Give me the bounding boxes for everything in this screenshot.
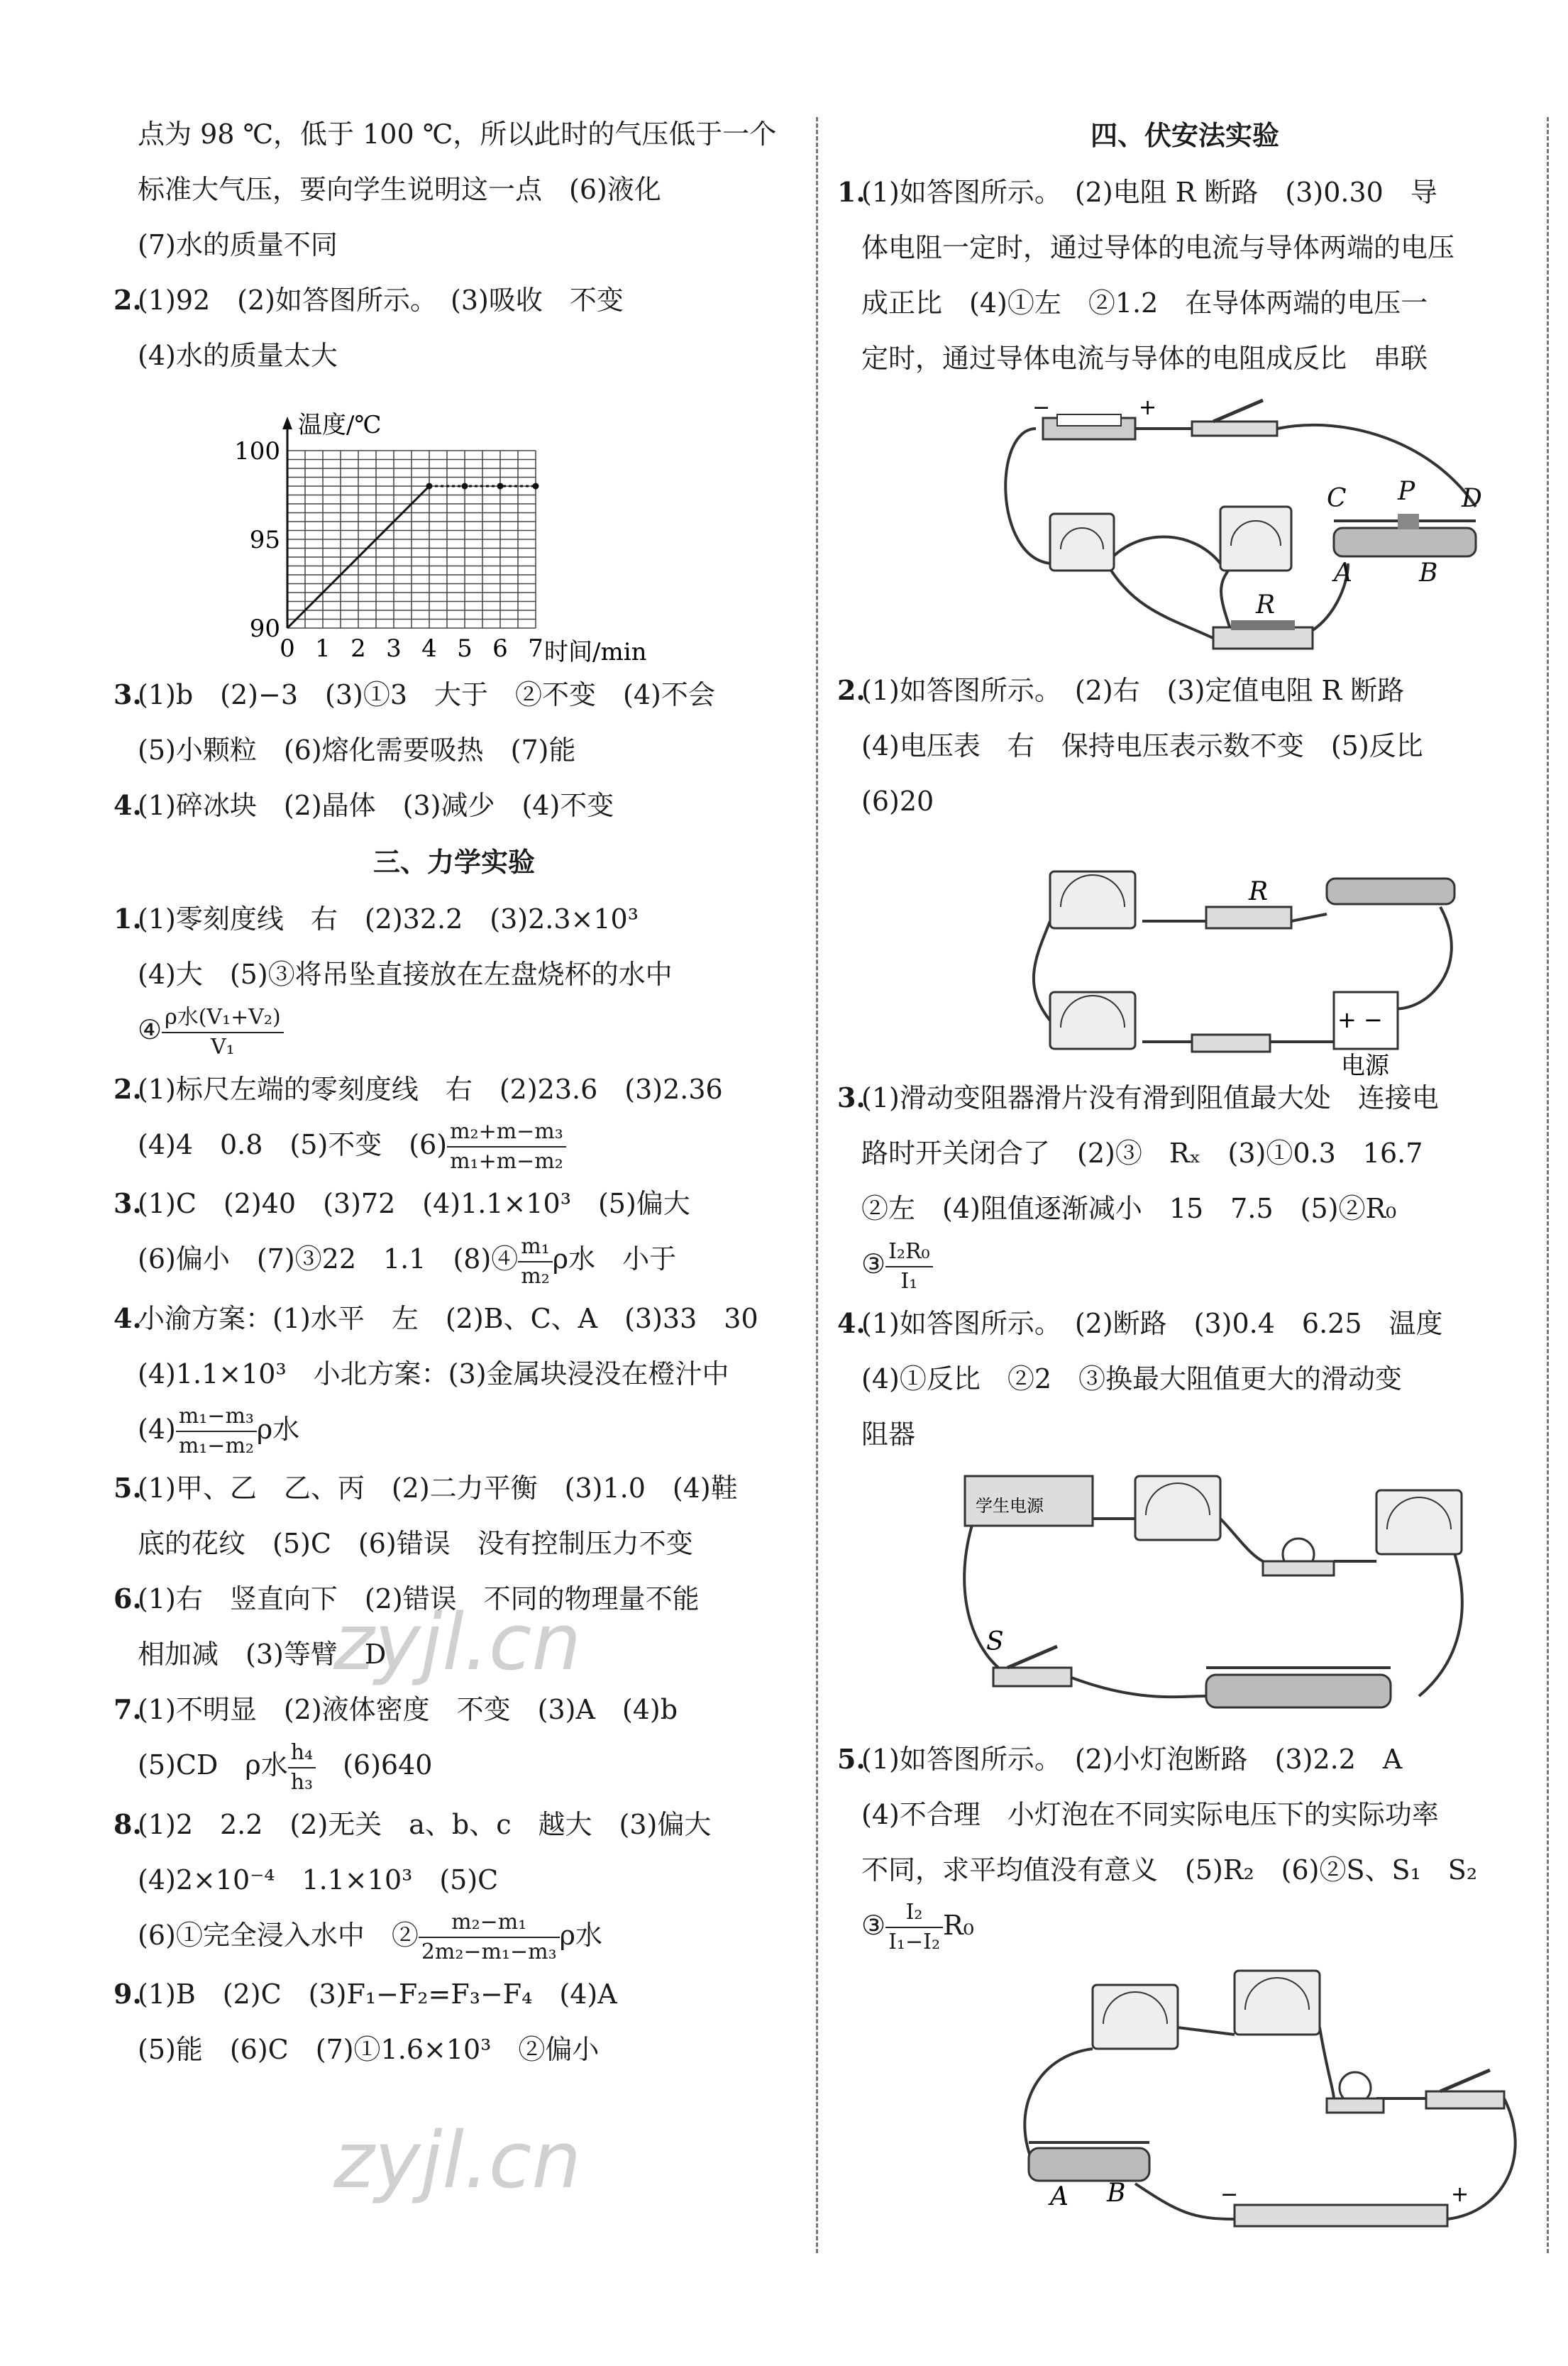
svg-text:−: − [1220, 2182, 1239, 2207]
circuit-1-svg [837, 386, 1533, 663]
circuit-figure-3 [837, 1462, 1533, 1732]
question-number: 2. [114, 284, 142, 316]
x-tick-label: 3 [386, 634, 402, 663]
data-point [462, 483, 468, 490]
elec-4: 4.(1)如答图所示。 (2)断路 (3)0.4 6.25 温度 (4)①反比 ②2 ③换最大阻值更大的滑动变 阻器 [837, 1306, 1443, 1450]
power-label: 学生电源 [976, 1495, 1044, 1516]
y-tick-label: 100 [234, 437, 280, 466]
svg-text:+: + [1451, 2182, 1469, 2207]
chart-svg [114, 383, 647, 667]
circuit-3-svg [837, 1462, 1533, 1732]
right-edge-divider [1547, 117, 1549, 2253]
y-tick-label: 95 [249, 526, 280, 554]
cont-line: 标准大气压，要向学生说明这一点 (6)液化 [138, 174, 661, 205]
mech-7: 7.(1)不明显 (2)液体密度 不变 (3)A (4)b (5)CD ρ水 $\frac{\text{h₄}}{\text{h₃}}$ (6)640 [114, 1682, 795, 1797]
label-A: A [1050, 2182, 1069, 2211]
question-4: 4.(1)碎冰块 (2)晶体 (3)减少 (4)不变 [114, 789, 614, 821]
label-P: P [1398, 477, 1415, 506]
question-2 [114, 273, 795, 383]
fraction: $\frac{\text{m₁−m₃}}{\text{m₁−m₂}}$ [176, 1402, 257, 1460]
cont-line: (7)水的质量不同 [138, 229, 338, 260]
answer-line: (4)水的质量太大 [138, 340, 338, 371]
mech-2: 2.(1)标尺左端的零刻度线 右 (2)23.6 (3)2.36 (4)4 0.8 (5)不变 (6) $\frac{\text{m₂+m−m₃}}{\text{m₁+m−m₂}}$ [114, 1062, 795, 1177]
x-tick-label: 4 [421, 634, 437, 663]
fraction: $\frac{\text{m₂−m₁}}{\text{2m₂−m₁−m₃}}$ [419, 1908, 560, 1966]
section-title: 四、伏安法实验 [1090, 119, 1279, 151]
circuit-4-svg [837, 1957, 1533, 2233]
fraction: $\frac{\text{ρ水(V₁+V₂)}}{\text{V₁}}$ [162, 1003, 284, 1062]
x-tick-label: 0 [280, 634, 295, 663]
section-title: 三、力学实验 [372, 846, 535, 878]
data-point [497, 483, 504, 490]
battery-sign: + − [1337, 1006, 1383, 1033]
watermark: zyjl.cn [333, 1597, 582, 1688]
circuit-figure-2 [837, 829, 1533, 1080]
y-axis-arrow [282, 417, 292, 429]
y-tick-label: 90 [249, 615, 280, 643]
fraction: $\frac{\text{I₂}}{\text{I₁−I₂}}$ [885, 1898, 943, 1957]
label-power: 电源 [1341, 1052, 1389, 1080]
x-axis-label: 时间/min [544, 638, 647, 666]
x-tick-label: 6 [492, 634, 508, 663]
fraction: $\frac{\text{h₄}}{\text{h₃}}$ [288, 1739, 316, 1797]
data-point [533, 483, 539, 490]
elec-1: 1.(1)如答图所示。 (2)电阻 R 断路 (3)0.30 导 体电阻一定时，通过导体的电流与导体两端的电压 成正比 (4)①左 ②1.2 在导体两端的电压一 定时，通过导体电流与导体的电阻成反比 串联 [837, 176, 1455, 374]
label-R: R [1249, 877, 1269, 906]
right-column [837, 106, 1533, 2233]
x-tick-label: 7 [528, 634, 543, 663]
label-S: S [986, 1627, 1004, 1656]
question-3: 3.(1)b (2)−3 (3)①3 大于 ②不变 (4)不会 (5)小颗粒 (6)熔化需要吸热 (7)能 [114, 678, 715, 766]
label-C: C [1327, 484, 1347, 513]
label-B: B [1107, 2179, 1126, 2208]
fraction: $\frac{\text{m₁}}{\text{m₂}}$ [518, 1233, 552, 1291]
mech-5: 5.(1)甲、乙 乙、丙 (2)二力平衡 (3)1.0 (4)鞋 底的花纹 (5)C (6)错误 没有控制压力不变 [114, 1472, 738, 1559]
mech-6: 6.(1)右 竖直向下 (2)错误 不同的物理量不能 相加减 (3)等臂 D [114, 1583, 700, 1670]
circuit-figure-4 [837, 1957, 1533, 2233]
mech-8: 8.(1)2 2.2 (2)无关 a、b、c 越大 (3)偏大 (4)2×10⁻⁴ 1.1×10³ (5)C (6)①完全浸入水中 ② $\frac{\text{m₂−m₁}}{\text{2m₂−m₁−m₃}}$ ρ水 [114, 1797, 795, 1967]
mech-9: 9.(1)B (2)C (3)F₁−F₂=F₃−F₄ (4)A (5)能 (6)C (7)①1.6×10³ ②偏小 [114, 1978, 617, 2065]
watermark: zyjl.cn [333, 2115, 582, 2206]
mech-1: 1.(1)零刻度线 右 (2)32.2 (3)2.3×10³ (4)大 (5)③将吊坠直接放在左盘烧杯的水中 ④ $\frac{\text{ρ水(V₁+V₂)}}{\text{V₁}}$ [114, 891, 795, 1062]
svg-text:−: − [1032, 395, 1051, 420]
fraction: $\frac{\text{m₂+m−m₃}}{\text{m₁+m−m₂}}$ [447, 1118, 566, 1176]
mech-4: 4.小渝方案：(1)水平 左 (2)B、C、A (3)33 30 (4)1.1×10³ 小北方案：(3)金属块浸没在橙汁中 (4) $\frac{\text{m₁−m₃}}{\text{m₁−m₂}}$ ρ水 [114, 1291, 795, 1461]
temperature-chart [114, 383, 795, 667]
label-A: A [1334, 559, 1352, 588]
label-R: R [1256, 590, 1276, 620]
circuit-figure-1 [837, 386, 1533, 663]
x-tick-label: 1 [315, 634, 331, 663]
label-D: D [1462, 484, 1482, 513]
cont-line: 点为 98 ℃，低于 100 ℃，所以此时的气压低于一个 [138, 119, 777, 150]
answer-line: (1)92 (2)如答图所示。 (3)吸收 不变 [138, 285, 624, 316]
elec-5: 5.(1)如答图所示。 (2)小灯泡断路 (3)2.2 A (4)不合理 小灯泡在不同实际电压下的实际功率 不同，求平均值没有意义 (5)R₂ (6)②S、S₁ S₂ ③ $\frac{\text{I₂}}{\text{I₁−I₂}}$ R₀ [837, 1732, 1533, 1957]
circuit-2-svg [837, 829, 1533, 1080]
y-axis-label: 温度/℃ [298, 411, 382, 439]
label-B: B [1419, 559, 1438, 588]
x-tick-label: 5 [457, 634, 473, 663]
column-divider [816, 117, 818, 2253]
elec-3: 3.(1)滑动变阻器滑片没有滑到阻值最大处 连接电 路时开关闭合了 (2)③ Rₓ (3)①0.3 16.7 ②左 (4)阻值逐渐减小 15 7.5 (5)②R₀ ③ $\frac{\text{I₂R₀}}{\text{I₁}}$ [837, 1070, 1533, 1296]
mech-3: 3.(1)C (2)40 (3)72 (4)1.1×10³ (5)偏大 (6)偏小 (7)③22 1.1 (8)④ $\frac{\text{m₁}}{\text{m₂}}$ ρ水 小于 [114, 1176, 795, 1291]
data-point [426, 483, 433, 490]
left-column [114, 106, 795, 2077]
svg-text:+: + [1139, 395, 1157, 420]
fraction: $\frac{\text{I₂R₀}}{\text{I₁}}$ [885, 1238, 933, 1296]
elec-2: 2.(1)如答图所示。 (2)右 (3)定值电阻 R 断路 (4)电压表 右 保持电压表示数不变 (5)反比 (6)20 [837, 674, 1423, 817]
x-tick-label: 2 [350, 634, 366, 663]
